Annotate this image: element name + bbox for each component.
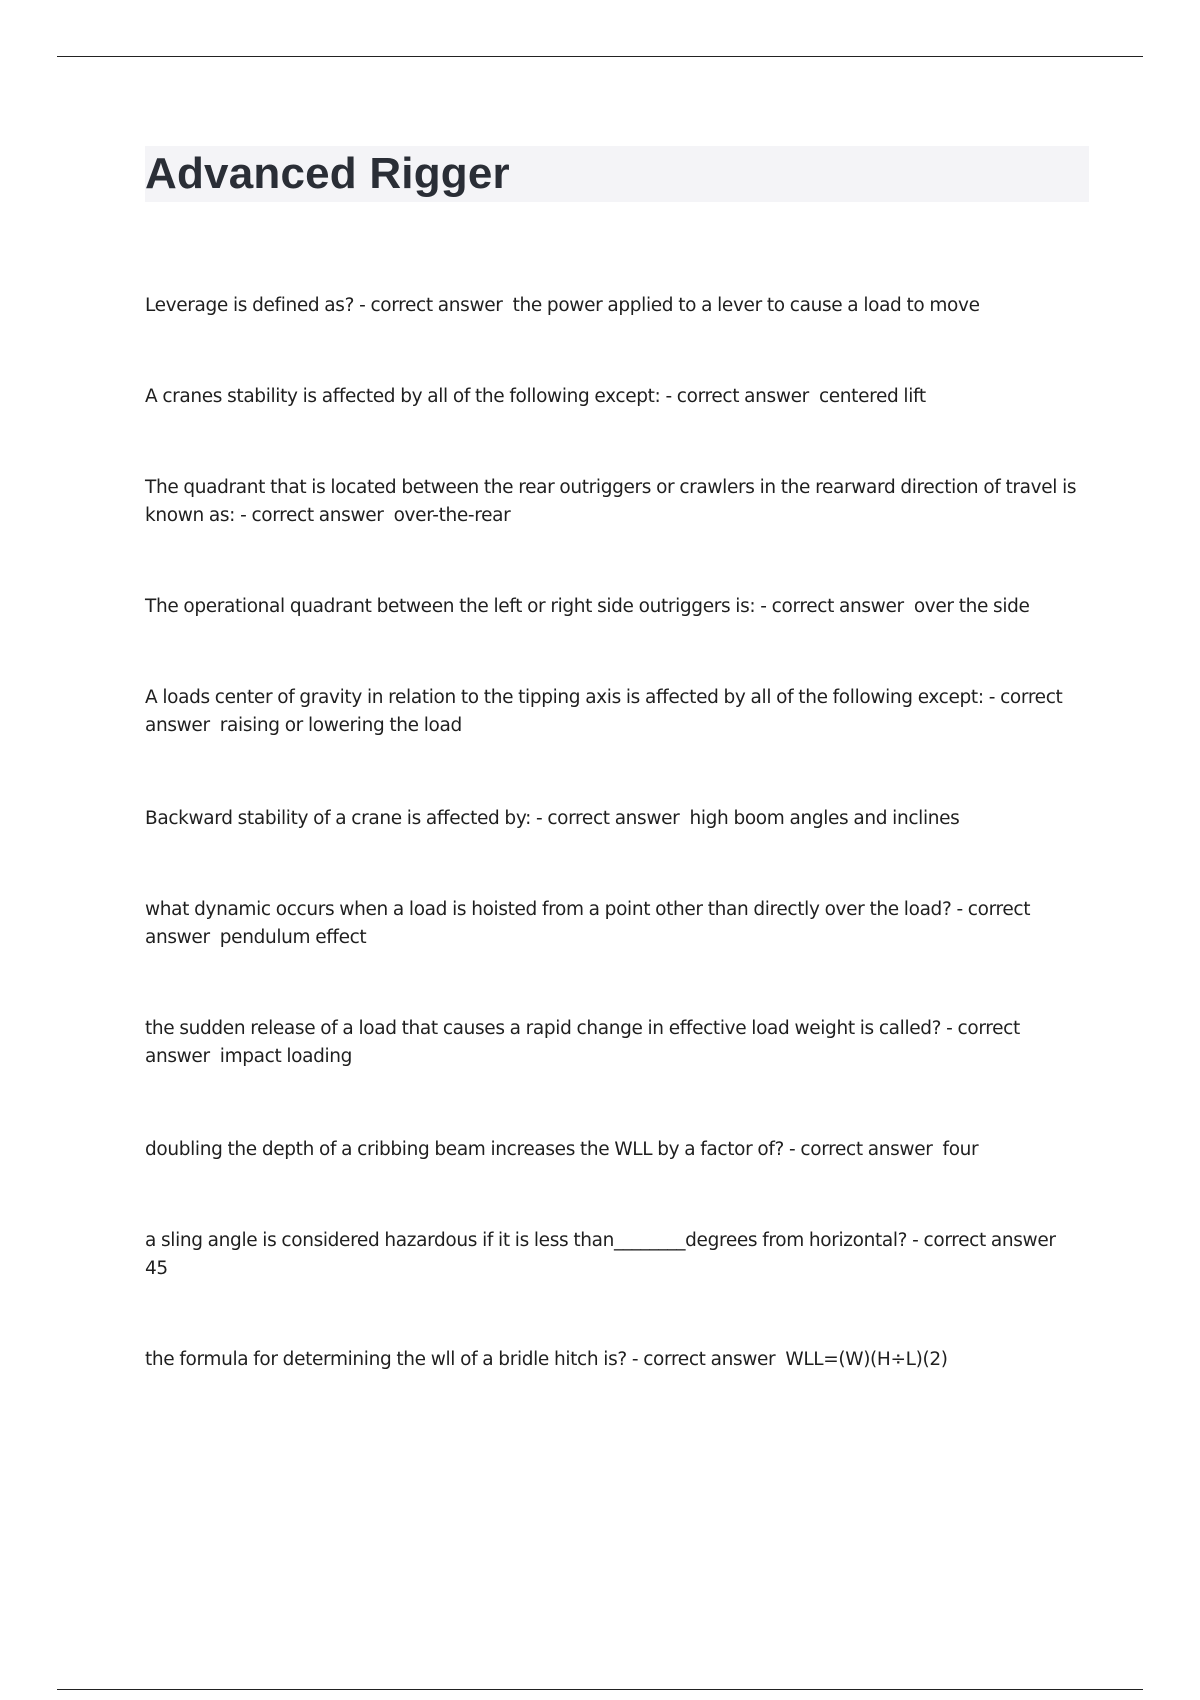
answer-separator: - correct answer [530,808,690,829]
answer-text: WLL=(W)(H÷L)(2) [785,1349,948,1370]
question-text: a sling angle is considered hazardous if it is less than________degrees from horizontal? [145,1230,908,1251]
answer-separator: - correct answer [755,596,914,617]
qa-item-5 [145,684,1085,740]
answer-separator: - correct answer [660,386,819,407]
question-text: A cranes stability is affected by all of the following except: [145,386,661,407]
answer-text: impact loading [219,1046,353,1067]
answer-text: centered lift [818,386,926,407]
question-text: what dynamic occurs when a load is hoisted from a point other than directly over the load? [145,899,952,920]
qa-item-10 [145,1227,1085,1283]
answer-text: over the side [913,596,1030,617]
answer-separator: - correct answer [145,1018,1025,1067]
qa-item-8 [145,1015,1085,1071]
answer-text: raising or lowering the load [219,715,462,736]
answer-separator: - correct answer [626,1349,786,1370]
qa-item-1 [145,292,1085,320]
answer-separator: - correct answer [145,899,1036,948]
header-rule [57,56,1143,57]
question-text: A loads center of gravity in relation to the tipping axis is affected by all of the following except: [145,687,984,708]
question-text: the formula for determining the wll of a bridle hitch is? [145,1349,627,1370]
qa-item-6 [145,805,1085,833]
document-title: Advanced Rigger [145,149,510,198]
qa-item-2 [145,383,1085,411]
question-text: Backward stability of a crane is affected by: [145,808,531,829]
answer-separator: - correct answer [145,687,1068,736]
answer-text: high boom angles and inclines [689,808,960,829]
question-text: the sudden release of a load that causes a rapid change in effective load weight is called? [145,1018,942,1039]
answer-separator: - correct answer [907,1230,1066,1251]
footer-rule [57,1689,1143,1690]
question-text: The operational quadrant between the left or right side outriggers is: [145,596,756,617]
question-text: doubling the depth of a cribbing beam increases the WLL by a factor of? [145,1139,785,1160]
qa-item-4 [145,593,1085,621]
question-text: The quadrant that is located between the rear outriggers or crawlers in the rearward direction of travel is known as: [145,477,1077,526]
answer-separator: - correct answer [354,295,513,316]
answer-text: 45 [145,1258,168,1279]
qa-item-11 [145,1346,1085,1374]
question-text: Leverage is defined as? [145,295,355,316]
answer-text: pendulum effect [219,927,367,948]
qa-item-3 [145,474,1085,530]
qa-item-7 [145,896,1085,952]
answer-text: over-the-rear [393,505,511,526]
answer-separator: - correct answer [784,1139,943,1160]
answer-separator: - correct answer [235,505,394,526]
qa-item-9 [145,1136,1085,1164]
answer-text: the power applied to a lever to cause a load to move [512,295,980,316]
answer-text: four [942,1139,979,1160]
